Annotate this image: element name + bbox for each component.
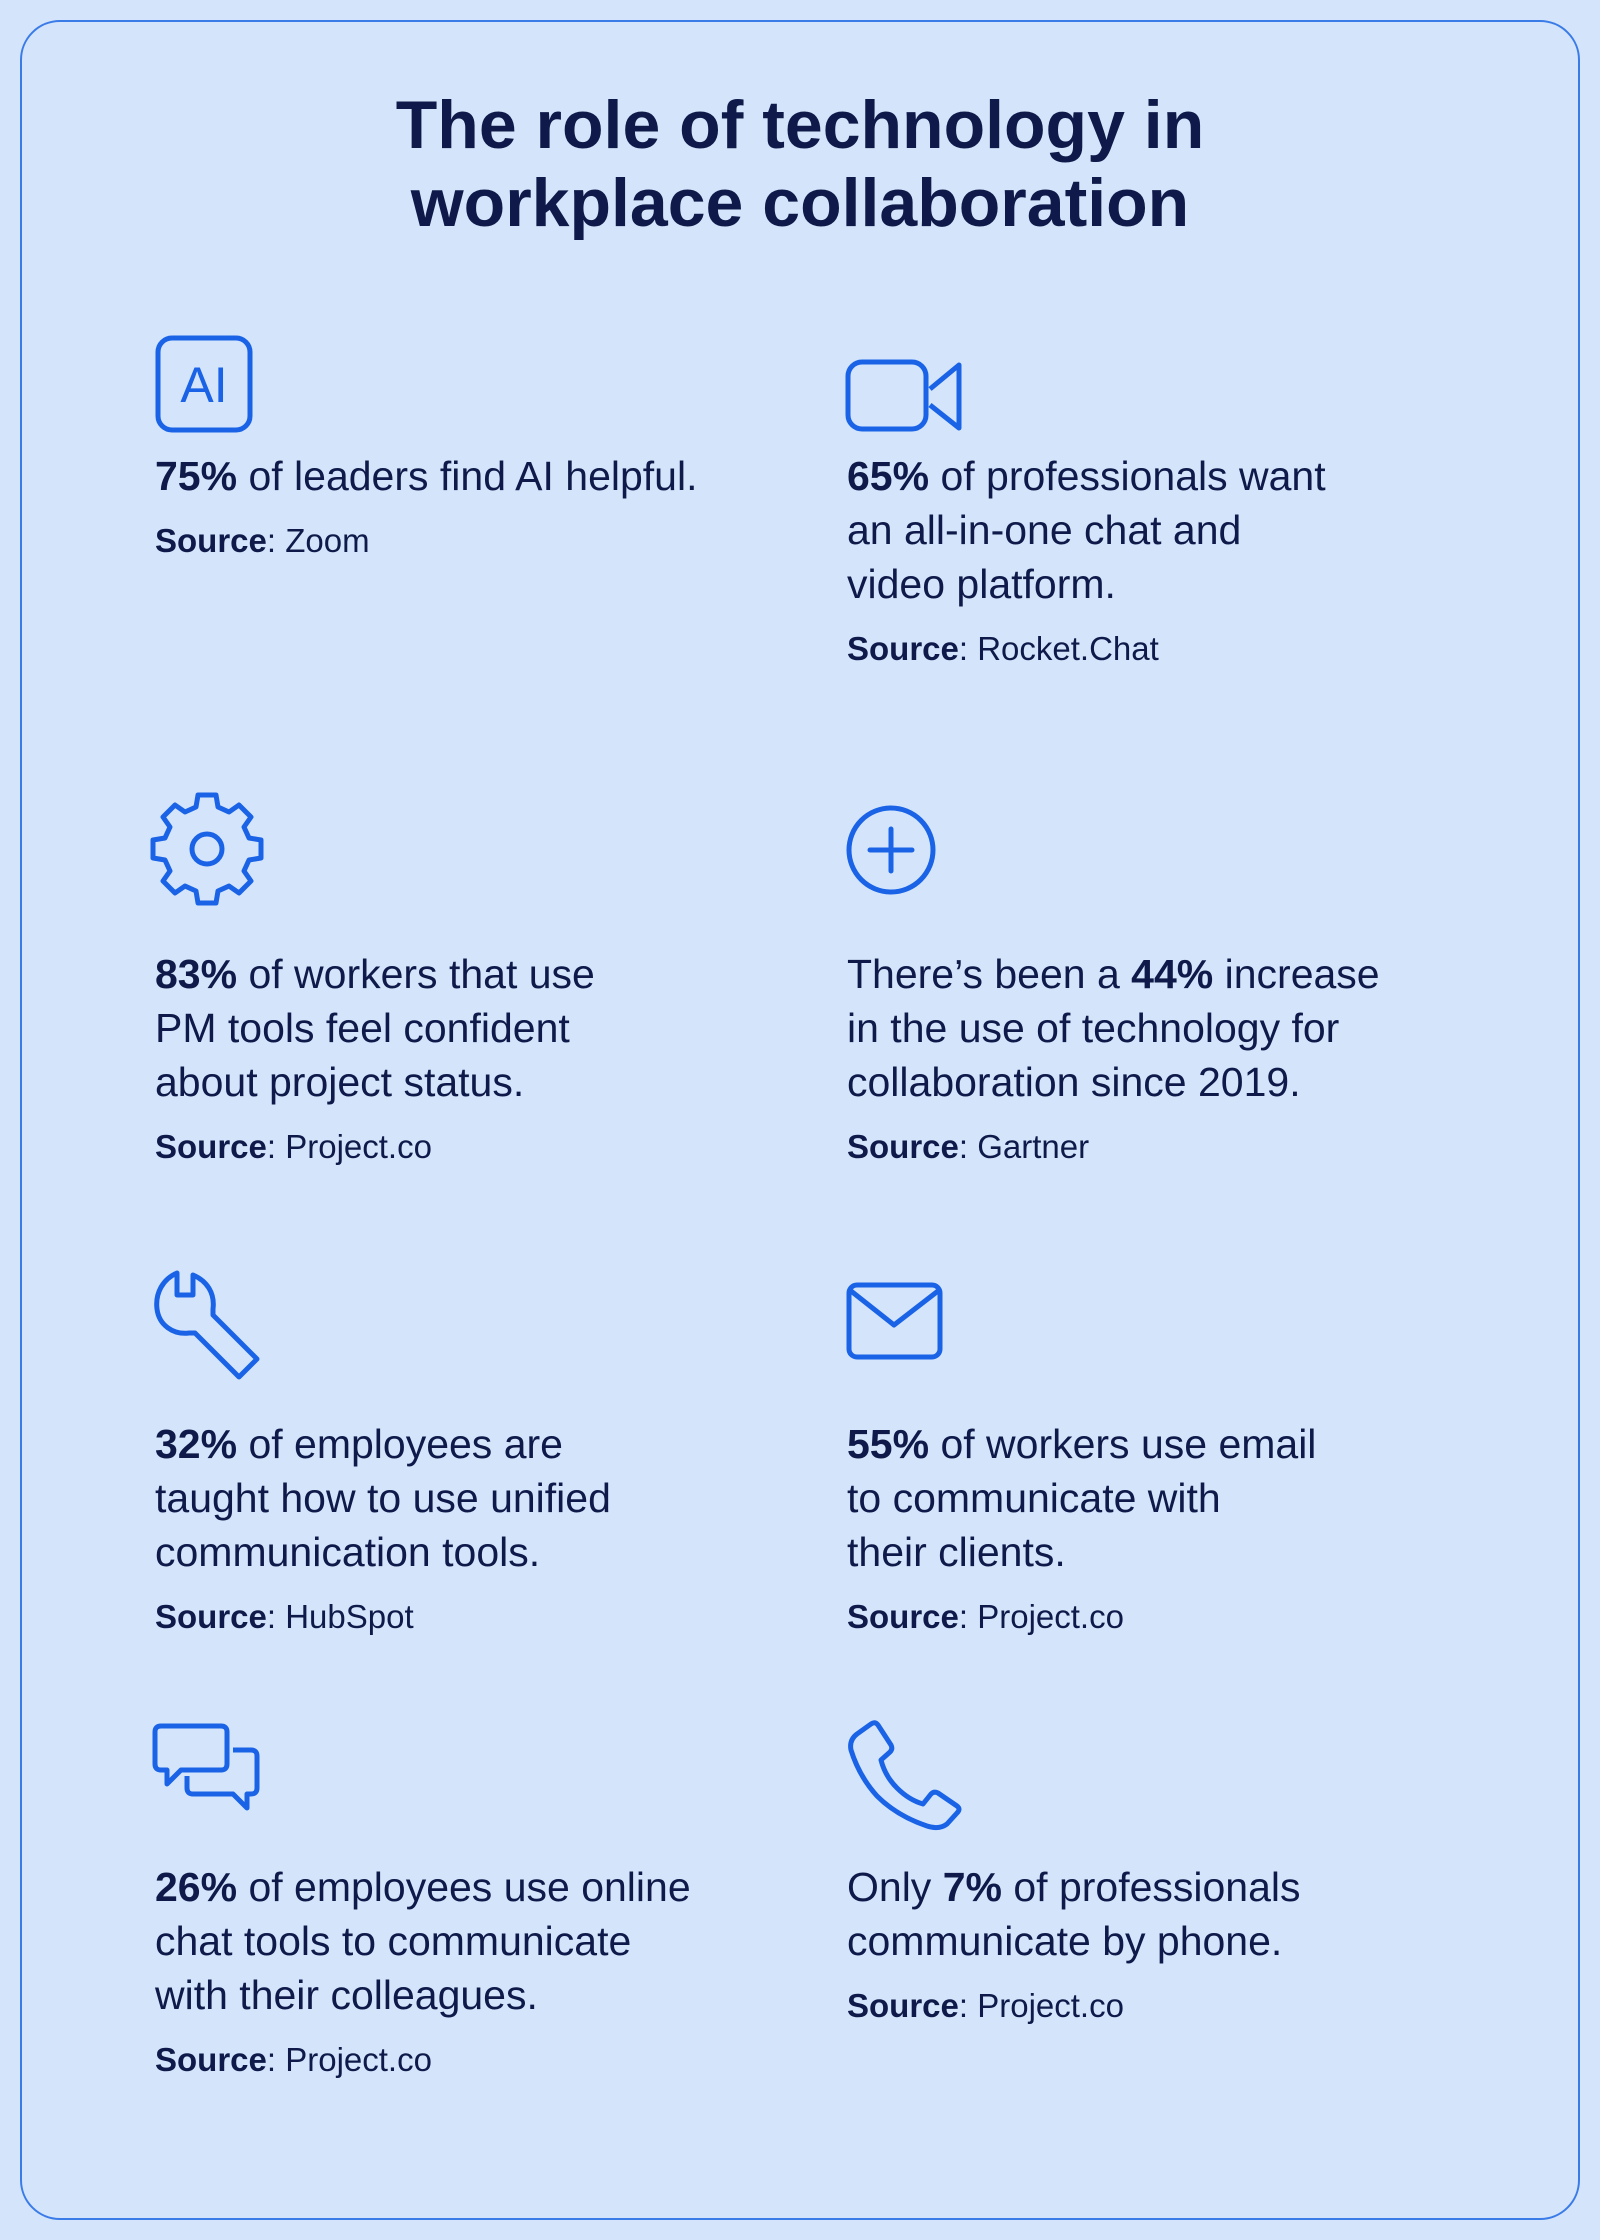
source-value: Project.co	[285, 1128, 432, 1165]
stat-line: communication tools.	[155, 1529, 541, 1575]
source-value: Zoom	[285, 522, 370, 559]
source-line: Source: Zoom	[155, 522, 370, 559]
source-label: Source	[847, 1987, 959, 2024]
title-line-1: The role of technology in	[395, 87, 1205, 163]
stat-line: increase	[1213, 951, 1380, 997]
stat-text	[155, 449, 795, 503]
source-value: Gartner	[977, 1128, 1090, 1165]
source-line: Source: Project.co	[847, 1987, 1124, 2024]
stat-text	[847, 947, 1487, 1109]
source-label: Source	[155, 1128, 267, 1165]
stat-line: their clients.	[847, 1529, 1066, 1575]
stat-line: taught how to use unified	[155, 1475, 611, 1521]
ai-icon	[155, 335, 265, 445]
stat-item-pm-tools	[155, 795, 795, 1167]
wrench-icon	[155, 1265, 265, 1375]
stat-line: to communicate with	[847, 1475, 1221, 1521]
stat-item-video	[847, 335, 1487, 669]
stat-line: in the use of technology for	[847, 1005, 1340, 1051]
stat-prefix: Only	[847, 1864, 943, 1910]
stat-item-ai	[155, 335, 795, 561]
stat-item-chat	[155, 1720, 795, 2080]
stat-line: collaboration since 2019.	[847, 1059, 1301, 1105]
stat-line: of employees use online	[237, 1864, 691, 1910]
envelope-icon	[847, 1265, 957, 1375]
source-line: Source: Gartner	[847, 1128, 1090, 1165]
source-value: Rocket.Chat	[977, 630, 1159, 667]
stat-line: of employees are	[237, 1421, 563, 1467]
stat-line: of workers use email	[929, 1421, 1317, 1467]
chat-bubbles-icon	[155, 1720, 265, 1830]
source-line: Source: Rocket.Chat	[847, 630, 1159, 667]
source-value: HubSpot	[285, 1598, 414, 1635]
phone-icon	[847, 1720, 957, 1830]
source-line: Source: Project.co	[155, 1128, 432, 1165]
stat-line: PM tools feel confident	[155, 1005, 570, 1051]
stat-item-phone	[847, 1720, 1487, 2026]
svg-text:AI: AI	[180, 357, 228, 413]
source-line: Source: Project.co	[155, 2041, 432, 2078]
gear-icon	[155, 795, 265, 905]
source-label: Source	[847, 630, 959, 667]
stat-text	[847, 449, 1487, 611]
stat-line: of professionals	[1001, 1864, 1301, 1910]
stat-highlight: 26%	[155, 1864, 238, 1910]
source-value: Project.co	[285, 2041, 432, 2078]
source-label: Source	[847, 1598, 959, 1635]
stat-prefix: There’s been a	[847, 951, 1132, 997]
stat-highlight: 55%	[847, 1421, 930, 1467]
stat-highlight: 44%	[1131, 951, 1214, 997]
stat-text	[155, 947, 795, 1109]
stat-text	[847, 1417, 1487, 1579]
video-camera-icon	[847, 335, 957, 445]
page-title	[0, 86, 1600, 242]
stat-item-collaboration	[847, 795, 1487, 1167]
stat-highlight: 32%	[155, 1421, 238, 1467]
stat-highlight: 65%	[847, 453, 930, 499]
plus-circle-icon	[847, 795, 957, 905]
stat-line: about project status.	[155, 1059, 525, 1105]
stat-item-training	[155, 1265, 795, 1637]
source-label: Source	[155, 2041, 267, 2078]
stat-line: of leaders find AI helpful.	[237, 453, 698, 499]
source-value: Project.co	[977, 1987, 1124, 2024]
stat-line: an all-in-one chat and	[847, 507, 1242, 553]
stat-line: of workers that use	[237, 951, 595, 997]
stat-line: chat tools to communicate	[155, 1918, 632, 1964]
stat-text	[155, 1860, 795, 2022]
source-label: Source	[847, 1128, 959, 1165]
stat-highlight: 83%	[155, 951, 238, 997]
stat-highlight: 7%	[942, 1864, 1002, 1910]
stat-text	[155, 1417, 795, 1579]
stat-line: with their colleagues.	[155, 1972, 538, 2018]
stat-line: communicate by phone.	[847, 1918, 1283, 1964]
source-line: Source: Project.co	[847, 1598, 1124, 1635]
stat-text	[847, 1860, 1487, 1968]
title-line-2: workplace collaboration	[410, 165, 1190, 241]
stat-line: of professionals want	[929, 453, 1326, 499]
source-label: Source	[155, 522, 267, 559]
source-label: Source	[155, 1598, 267, 1635]
stat-highlight: 75%	[155, 453, 238, 499]
source-value: Project.co	[977, 1598, 1124, 1635]
stat-item-email	[847, 1265, 1487, 1637]
stat-line: video platform.	[847, 561, 1116, 607]
source-line: Source: HubSpot	[155, 1598, 414, 1635]
